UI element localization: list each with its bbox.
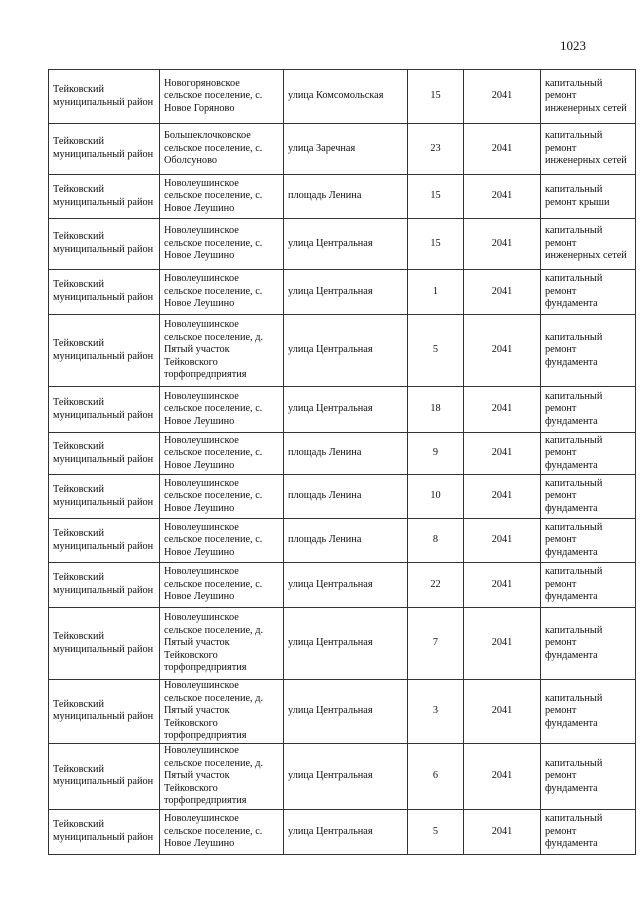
house-number-cell: 9 (408, 433, 464, 475)
house-number-cell: 23 (408, 124, 464, 175)
year-cell: 2041 (464, 219, 541, 270)
house-number-cell: 15 (408, 175, 464, 219)
district-cell: Тейковский муниципальный район (49, 387, 160, 433)
house-number-cell: 1 (408, 270, 464, 315)
work-type-cell: капитальный ремонт фундамента (541, 387, 636, 433)
district-cell: Тейковский муниципальный район (49, 219, 160, 270)
street-cell: улица Комсомольская (284, 70, 408, 124)
work-type-cell: капитальный ремонт инженерных сетей (541, 219, 636, 270)
year-cell: 2041 (464, 680, 541, 744)
year-cell: 2041 (464, 124, 541, 175)
table-row (49, 387, 636, 433)
district-cell: Тейковский муниципальный район (49, 433, 160, 475)
settlement-cell: Новолеушинское сельское поселение, с. Новое Леушино (160, 519, 284, 563)
district-cell: Тейковский муниципальный район (49, 563, 160, 608)
table-row (49, 608, 636, 680)
settlement-cell: Новолеушинское сельское поселение, с. Новое Леушино (160, 175, 284, 219)
settlement-cell: Новолеушинское сельское поселение, д. Пятый участок Тейковского торфопредприятия (160, 680, 284, 744)
work-type-cell: капитальный ремонт фундамента (541, 743, 636, 809)
table-row (49, 315, 636, 387)
house-number-cell: 15 (408, 219, 464, 270)
house-number-cell: 7 (408, 608, 464, 680)
work-type-cell: капитальный ремонт крыши (541, 175, 636, 219)
street-cell: площадь Ленина (284, 519, 408, 563)
year-cell: 2041 (464, 270, 541, 315)
table-row (49, 519, 636, 563)
district-cell: Тейковский муниципальный район (49, 315, 160, 387)
table-row (49, 563, 636, 608)
table-row (49, 680, 636, 744)
settlement-cell: Новолеушинское сельское поселение, с. Новое Леушино (160, 219, 284, 270)
settlement-cell: Новолеушинское сельское поселение, с. Новое Леушино (160, 270, 284, 315)
year-cell: 2041 (464, 387, 541, 433)
district-cell: Тейковский муниципальный район (49, 475, 160, 519)
settlement-cell: Новолеушинское сельское поселение, д. Пятый участок Тейковского торфопредприятия (160, 743, 284, 809)
table-row (49, 175, 636, 219)
district-cell: Тейковский муниципальный район (49, 608, 160, 680)
table-row (49, 433, 636, 475)
street-cell: улица Центральная (284, 743, 408, 809)
district-cell: Тейковский муниципальный район (49, 124, 160, 175)
settlement-cell: Новолеушинское сельское поселение, с. Новое Леушино (160, 809, 284, 854)
year-cell: 2041 (464, 743, 541, 809)
settlement-cell: Новолеушинское сельское поселение, с. Новое Леушино (160, 433, 284, 475)
table-row (49, 70, 636, 124)
settlement-cell: Новолеушинское сельское поселение, с. Новое Леушино (160, 475, 284, 519)
year-cell: 2041 (464, 175, 541, 219)
settlement-cell: Новолеушинское сельское поселение, с. Новое Леушино (160, 563, 284, 608)
district-cell: Тейковский муниципальный район (49, 270, 160, 315)
repair-schedule-table (48, 69, 636, 855)
settlement-cell: Новолеушинское сельское поселение, с. Новое Леушино (160, 387, 284, 433)
year-cell: 2041 (464, 809, 541, 854)
work-type-cell: капитальный ремонт фундамента (541, 270, 636, 315)
district-cell: Тейковский муниципальный район (49, 70, 160, 124)
street-cell: улица Центральная (284, 563, 408, 608)
street-cell: улица Центральная (284, 315, 408, 387)
settlement-cell: Новолеушинское сельское поселение, д. Пятый участок Тейковского торфопредприятия (160, 315, 284, 387)
work-type-cell: капитальный ремонт инженерных сетей (541, 70, 636, 124)
year-cell: 2041 (464, 563, 541, 608)
street-cell: улица Центральная (284, 608, 408, 680)
house-number-cell: 5 (408, 315, 464, 387)
street-cell: улица Центральная (284, 387, 408, 433)
house-number-cell: 10 (408, 475, 464, 519)
year-cell: 2041 (464, 433, 541, 475)
table-row (49, 809, 636, 854)
district-cell: Тейковский муниципальный район (49, 743, 160, 809)
settlement-cell: Новогоряновское сельское поселение, с. Новое Горяново (160, 70, 284, 124)
street-cell: улица Центральная (284, 809, 408, 854)
district-cell: Тейковский муниципальный район (49, 175, 160, 219)
house-number-cell: 6 (408, 743, 464, 809)
work-type-cell: капитальный ремонт фундамента (541, 519, 636, 563)
table-row (49, 475, 636, 519)
work-type-cell: капитальный ремонт фундамента (541, 475, 636, 519)
settlement-cell: Большеклочковское сельское поселение, с. Оболсуново (160, 124, 284, 175)
street-cell: площадь Ленина (284, 175, 408, 219)
table-row (49, 219, 636, 270)
street-cell: улица Центральная (284, 270, 408, 315)
work-type-cell: капитальный ремонт фундамента (541, 563, 636, 608)
work-type-cell: капитальный ремонт фундамента (541, 315, 636, 387)
house-number-cell: 8 (408, 519, 464, 563)
street-cell: улица Заречная (284, 124, 408, 175)
street-cell: улица Центральная (284, 680, 408, 744)
table-row (49, 743, 636, 809)
work-type-cell: капитальный ремонт фундамента (541, 608, 636, 680)
house-number-cell: 3 (408, 680, 464, 744)
house-number-cell: 15 (408, 70, 464, 124)
settlement-cell: Новолеушинское сельское поселение, д. Пятый участок Тейковского торфопредприятия (160, 608, 284, 680)
house-number-cell: 22 (408, 563, 464, 608)
district-cell: Тейковский муниципальный район (49, 809, 160, 854)
year-cell: 2041 (464, 315, 541, 387)
work-type-cell: капитальный ремонт фундамента (541, 433, 636, 475)
year-cell: 2041 (464, 475, 541, 519)
year-cell: 2041 (464, 519, 541, 563)
page-number: 1023 (560, 38, 586, 53)
street-cell: площадь Ленина (284, 433, 408, 475)
district-cell: Тейковский муниципальный район (49, 519, 160, 563)
street-cell: улица Центральная (284, 219, 408, 270)
year-cell: 2041 (464, 70, 541, 124)
work-type-cell: капитальный ремонт инженерных сетей (541, 124, 636, 175)
table-row (49, 124, 636, 175)
district-cell: Тейковский муниципальный район (49, 680, 160, 744)
year-cell: 2041 (464, 608, 541, 680)
table-row (49, 270, 636, 315)
work-type-cell: капитальный ремонт фундамента (541, 809, 636, 854)
street-cell: площадь Ленина (284, 475, 408, 519)
work-type-cell: капитальный ремонт фундамента (541, 680, 636, 744)
house-number-cell: 5 (408, 809, 464, 854)
house-number-cell: 18 (408, 387, 464, 433)
